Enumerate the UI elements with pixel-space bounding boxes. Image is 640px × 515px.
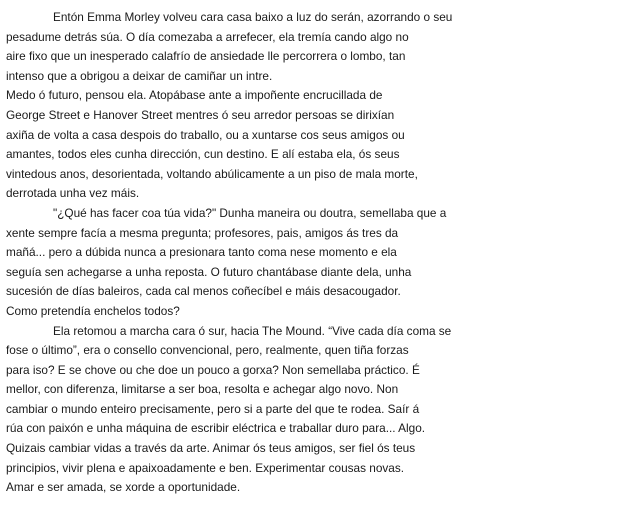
document-page (6, 8, 634, 508)
text-line: derrotada unha vez máis. (6, 186, 140, 201)
text-line: axiña de volta a casa despois do traballo, ou a xuntarse cos seus amigos ou (6, 127, 405, 142)
text-line: principios, vivir plena e apaixoadamente e ben. Experimentar cousas novas. (6, 460, 405, 475)
text-line: amantes, todos eles cunha dirección, cun destino. E alí estaba ela, ós seus (6, 147, 400, 162)
text-line: Amar e ser amada, se xorde a oportunidade. (6, 480, 241, 495)
text-line: George Street e Hanover Street mentres ó seu arredor persoas se dirixían (6, 107, 395, 122)
text-line: intenso que a obrigou a deixar de camiñar un intre. (6, 68, 273, 83)
text-block (6, 8, 634, 498)
text-line: sucesión de días baleiros, cada cal menos coñecíbel e máis desacougador. (6, 284, 401, 299)
text-line: xente sempre facía a mesma pregunta; profesores, pais, amigos ás tres da (6, 225, 399, 240)
text-line: Ela retomou a marcha cara ó sur, hacia The Mound. “Vive cada día coma se (53, 323, 452, 338)
text-line: fose o último”, era o consello convencional, pero, realmente, quen tiña forzas (6, 343, 409, 358)
text-line: aire fixo que un inesperado calafrío de ansiedade lle percorrera o lombo, tan (6, 49, 406, 64)
text-line: seguía sen achegarse a unha reposta. O futuro chantábase diante dela, unha (6, 264, 412, 279)
text-line: mellor, con diferenza, limitarse a ser boa, resolta e achegar algo novo. Non (6, 382, 399, 397)
text-line: Como pretendía enchelos todos? (6, 303, 180, 318)
text-line: vintedous anos, desorientada, voltando abúlicamente a un piso de mala morte, (6, 166, 418, 181)
text-line: Quizais cambiar vidas a través da arte. Animar ós teus amigos, ser fiel ós teus (6, 441, 416, 456)
text-line: Entón Emma Morley volveu cara casa baixo a luz do serán, azorrando o seu (53, 10, 453, 24)
text-line: Medo ó futuro, pensou ela. Atopábase ante a impoñente encrucillada de (6, 88, 383, 103)
text-line: rúa con paixón e unha máquina de escribir eléctrica e traballar duro para... Algo. (6, 421, 426, 436)
text-line: cambiar o mundo enteiro precisamente, pero si a parte del que te rodea. Saír á (6, 401, 420, 416)
text-line: pesadume detrás súa. O día comezaba a arrefecer, ela tremía cando algo no (6, 29, 409, 44)
text-line: para iso? E se chove ou che doe un pouco a gorxa? Non semellaba práctico. É (6, 362, 420, 377)
text-line: "¿Qué has facer coa túa vida?" Dunha maneira ou doutra, semellaba que a (53, 205, 447, 220)
text-line: mañá... pero a dúbida nunca a presionara tanto coma nese momento e ela (6, 245, 397, 260)
